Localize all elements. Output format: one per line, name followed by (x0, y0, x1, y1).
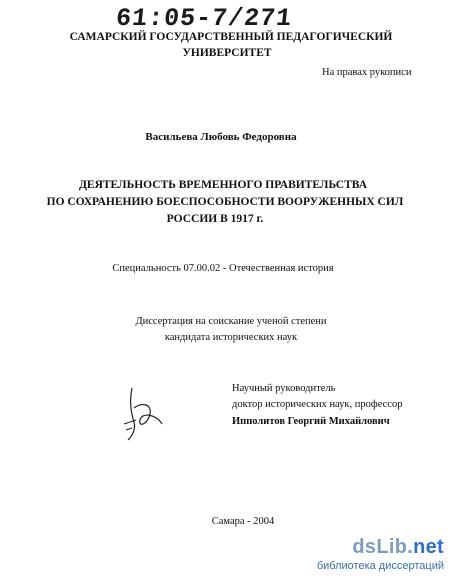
dissertation-degree-line1: Диссертация на соискание ученой степени (135, 316, 327, 327)
dslib-logo-main: dsLib. (352, 536, 414, 558)
supervisor-name: Ипполитов Георгий Михайлович (232, 416, 390, 427)
title-line2: ПО СОХРАНЕНИЮ БОЕСПОСОБНОСТИ ВООРУЖЕННЫХ СИЛ (46, 196, 404, 208)
dissertation-degree-line2: кандидата исторических наук (164, 332, 298, 343)
supervisor-degree: доктор исторических наук, профессор (232, 399, 403, 410)
supervisor-role: Научный руководитель (232, 383, 336, 394)
rights-note: На правах рукописи (322, 67, 412, 78)
title-line1: ДЕЯТЕЛЬНОСТЬ ВРЕМЕННОГО ПРАВИТЕЛЬСТВА (78, 179, 368, 191)
dslib-watermark[interactable] (318, 536, 450, 582)
specialty: Специальность 07.00.02 - Отечественная история (112, 263, 334, 274)
handwritten-signature (118, 384, 178, 444)
university-name-line2: УНИВЕРСИТЕТ (182, 47, 272, 59)
dslib-logo (352, 536, 444, 559)
archive-stamp: 61:05-7/271 (114, 4, 294, 33)
dslib-logo-accent: net (413, 536, 444, 558)
place-and-year: Самара - 2004 (211, 516, 275, 527)
university-name-line1: САМАРСКИЙ ГОСУДАРСТВЕННЫЙ ПЕДАГОГИЧЕСКИЙ (69, 31, 393, 43)
dslib-subtitle: библиотека диссертаций (316, 560, 444, 572)
author-name: Васильева Любовь Федоровна (145, 131, 297, 143)
title-line3: РОССИИ В 1917 г. (166, 213, 264, 225)
